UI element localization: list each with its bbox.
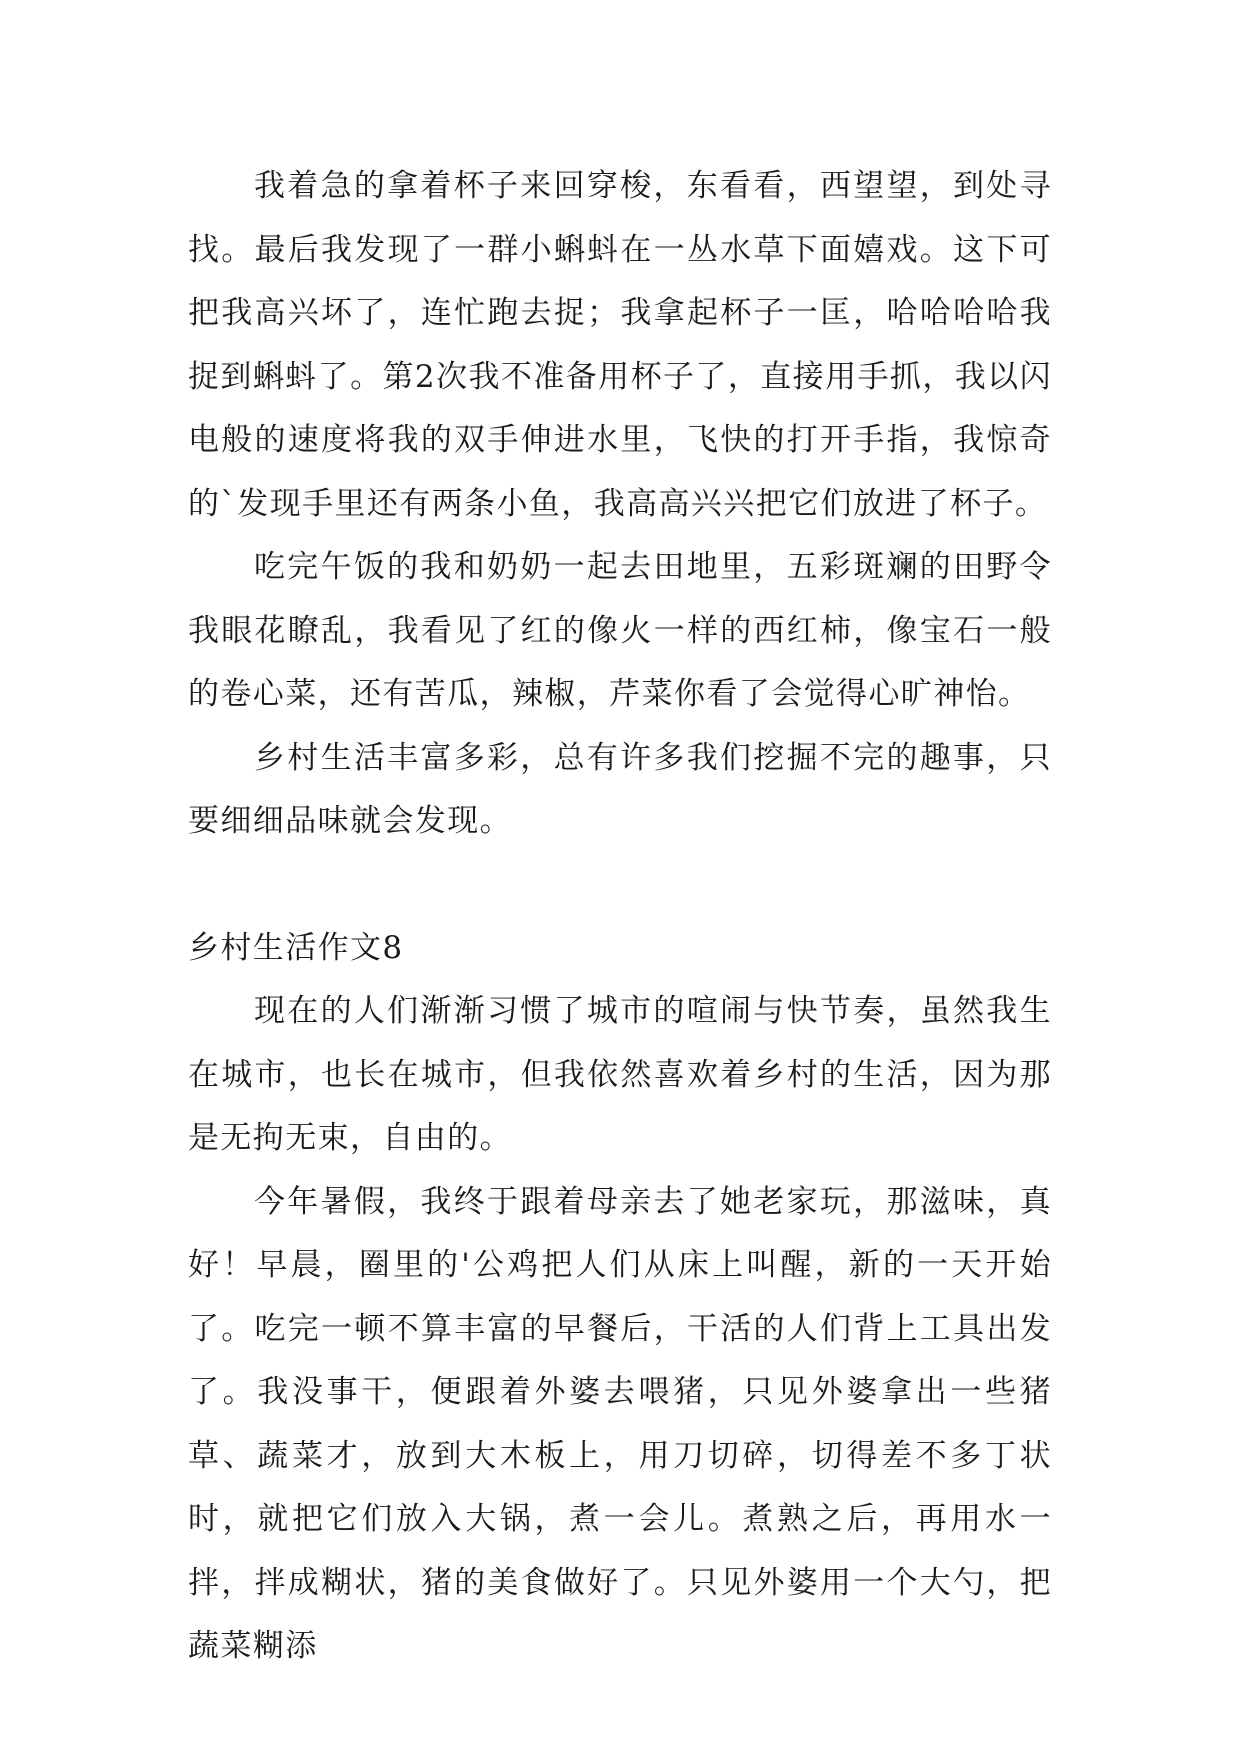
- paragraph-fields-after-lunch: 吃完午饭的我和奶奶一起去田地里，五彩斑斓的田野令我眼花瞭乱，我看见了红的像火一样的西红柿，像宝石一般的卷心菜，还有苦瓜，辣椒，芹菜你看了会觉得心旷神怡。: [188, 549, 1052, 712]
- section-heading: 乡村生活作文8: [188, 929, 404, 966]
- paragraph-summer-vacation: 今年暑假，我终于跟着母亲去了她老家玩，那滋味，真好！早晨，圈里的'公鸡把人们从床上叫醒，新的一天开始了。吃完一顿不算丰富的早餐后，干活的人们背上工具出发了。我没事干，便跟着外婆去喂猪，只见外婆拿出一些猪草、蔬菜才，放到大木板上，用刀切碎，切得差不多丁状时，就把它们放入大锅，煮一会儿。煮熟之后，再用水一拌，拌成糊状，猪的美食做好了。只见外婆用一个大勺，把蔬菜糊添: [188, 1183, 1052, 1664]
- paragraph-catching-tadpoles: 我着急的拿着杯子来回穿梭，东看看，西望望，到处寻找。最后我发现了一群小蝌蚪在一丛水草下面嬉戏。这下可把我高兴坏了，连忙跑去捉；我拿起杯子一匡，哈哈哈哈我捉到蝌蚪了。第2次我不准备用杯子了，直接用手抓，我以闪电般的速度将我的双手伸进水里，飞快的打开手指，我惊奇的`发现手里还有两条小鱼，我高高兴兴把它们放进了杯子。: [188, 168, 1052, 522]
- document-body: [188, 155, 1052, 1679]
- paragraph-city-vs-village: 现在的人们渐渐习惯了城市的喧闹与快节奏，虽然我生在城市，也长在城市，但我依然喜欢着乡村的生活，因为那是无拘无束，自由的。: [188, 993, 1052, 1156]
- paragraph-rural-life-summary: 乡村生活丰富多彩，总有许多我们挖掘不完的趣事，只要细细品味就会发现。: [188, 739, 1052, 839]
- section-spacer: [188, 854, 1052, 917]
